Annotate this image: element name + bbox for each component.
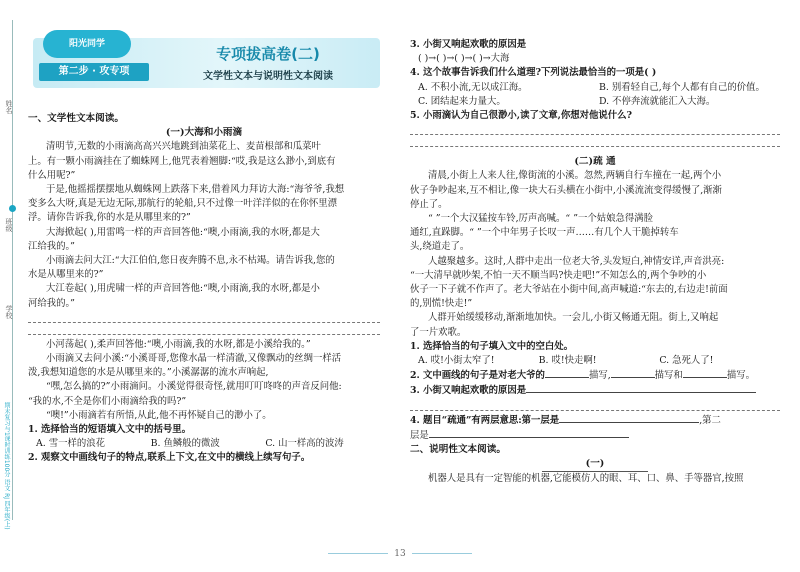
- option-a[interactable]: A. 雪一样的浪花: [36, 438, 105, 450]
- answer-line[interactable]: [28, 323, 380, 335]
- paragraph-line: 什么用呢?”: [28, 169, 76, 181]
- question-2: 2. 观察文中画线句子的特点,联系上下文,在文中的横线上续写句子。: [28, 452, 311, 464]
- right-column: [410, 38, 780, 487]
- question-4-b-text: 4. 题目“疏通”有两层意思:第一层是: [410, 414, 560, 426]
- question-4: 4. 这个故事告诉我们什么道理?下列说法最恰当的一项是( ): [410, 67, 657, 79]
- brand-logo: 阳光同学: [43, 30, 131, 58]
- question-2-b-text: 描写,: [588, 370, 611, 382]
- footer-rule: [328, 553, 388, 554]
- paragraph-line: 大江卷起( ),用虎啸一样的声音回答他:“噢,小雨滴,我的水呀,都是小: [46, 283, 320, 295]
- step-label: 第二步 · 攻专项: [39, 63, 149, 81]
- paragraph-line: 停止了。: [410, 198, 448, 210]
- section-heading-2: 二、说明性文本阅读。: [410, 444, 506, 456]
- answer-line[interactable]: [28, 311, 380, 323]
- answer-blank[interactable]: [559, 413, 699, 423]
- answer-line[interactable]: [410, 135, 780, 147]
- paragraph-line: 变多么大呀,真是无边无际,那航行的轮船,只不过像一叶洋洋似的在你怀里漂: [28, 198, 337, 210]
- paragraph-line: “我的水,不全是你们小雨滴给我的吗?”: [28, 395, 187, 407]
- question-1-b-options: [410, 354, 780, 368]
- paragraph-line: “ ”一个大汉猛按车铃,厉声高喊。“ ”一个姑娘急得满脸: [428, 213, 653, 225]
- question-3-b: [410, 383, 780, 398]
- option-b[interactable]: B. 鱼鳞般的微波: [150, 438, 220, 450]
- question-2-b: [410, 368, 780, 383]
- page-header: [33, 38, 380, 88]
- paragraph-line: 小河荡起( ),柔声回答他:“噢,小雨滴,我的水呀,都是小溪给我的。”: [46, 338, 311, 350]
- paragraph-line: 伙子争吵起来,互不相让,像一块大石头横在小街中,小溪流流变得缓慢了,渐渐: [410, 184, 722, 196]
- paragraph-line: 大海掀起( ),用雷鸣一样的声音回答他:“噢,小雨滴,我的水呀,都是大: [46, 226, 320, 238]
- page-footer: [0, 549, 800, 559]
- question-4-b: [410, 413, 780, 428]
- paragraph-line: “一大清早就吵架,不怕一天不顺当吗?快走吧!”不知怎么的,两个争吵的小: [410, 269, 707, 281]
- page-subtitle: 文学性文本与说明性文本阅读: [203, 71, 333, 82]
- paragraph-line: 水是从哪里来的?”: [28, 269, 104, 281]
- class-field-label: 班级: [5, 218, 13, 232]
- paragraph-line: 江给我的。”: [28, 240, 75, 252]
- answer-line[interactable]: [410, 399, 780, 411]
- paragraph-line: 河给我的。”: [28, 297, 75, 309]
- paragraph-line: 人群开始缓缓移动,渐渐地加快。一会儿,小街又畅通无阻。街上,又响起: [428, 312, 719, 324]
- section-heading: 一、文学性文本阅读。: [28, 113, 124, 124]
- answer-line[interactable]: [410, 123, 780, 135]
- paragraph-line: 清明节,无数的小雨滴高高兴兴地跳到油菜花上、麦苗根部和瓜菜叶: [46, 141, 321, 153]
- name-field-label: 姓名: [5, 100, 13, 114]
- paragraph-line: 浮。请你告诉我,你的水是从哪里来的?”: [28, 212, 191, 224]
- story-title-3-text: (一): [542, 457, 649, 472]
- question-1: 1. 选择恰当的短语填入文中的括号里。: [28, 424, 192, 436]
- question-4-options-row1: [410, 81, 780, 95]
- paragraph-line: 上。有一颗小雨滴挂在了蜘蛛网上,他咒表着翘脚:“哎,我是这么渺小,到底有: [28, 155, 336, 167]
- book-info-vertical: 期末复习与1课时训练100分 语文 RJ 四年级(上): [3, 402, 10, 530]
- paragraph-line: 头,绕道走了。: [410, 241, 470, 253]
- story-title: (一)大海和小雨滴: [165, 127, 243, 139]
- question-3: 3. 小街又响起欢歌的原因是: [410, 39, 527, 50]
- binding-hole: [9, 205, 16, 212]
- paragraph-line: 泼,我想知道您的水是从哪里来的。”小溪潺潺的流水声响起,: [28, 367, 269, 379]
- question-1-b: 1. 选择恰当的句子填入文中的空白处。: [410, 340, 574, 352]
- school-field-label: 学校: [5, 305, 13, 319]
- question-2-b-text: 描写。: [726, 370, 755, 382]
- question-3-b-text: 3. 小街又响起欢歌的原因是: [410, 385, 527, 397]
- paragraph-line: 小雨滴去问大江:“大江伯伯,您日夜奔腾不息,永不枯竭。请告诉我,您的: [46, 255, 335, 267]
- paragraph-line: 于是,他摇摇摆摆地从蜘蛛网上跌落下来,借着风力拜访大海:“海爷爷,我想: [46, 184, 345, 196]
- option-b[interactable]: B. 别看轻自己,每个人都有自己的价值。: [599, 81, 765, 93]
- question-4-options-row2: [410, 95, 780, 109]
- paragraph-line: 的,别慌!快走!”: [410, 298, 473, 310]
- paragraph-line: 人越聚越多。这时,人群中走出一位老大爷,头发短白,神情安详,声音洪亮:: [428, 255, 725, 267]
- paragraph-line: 伙子一下子就不作声了。老大爷站在小街中间,高声喊道:“东去的,右边走!前面: [410, 284, 728, 296]
- paragraph-line: 小雨滴又去问小溪:“小溪哥哥,您像水晶一样清澈,又像飘动的丝绸一样活: [46, 353, 342, 365]
- binding-sidebar: [0, 0, 22, 572]
- option-c[interactable]: C. 团结起来力量大。: [418, 95, 506, 107]
- option-d[interactable]: D. 不停奔流就能汇入大海。: [599, 95, 716, 107]
- answer-blank[interactable]: [611, 368, 655, 378]
- answer-blank[interactable]: [545, 368, 589, 378]
- question-1-options: [28, 437, 380, 451]
- story-title-3: [410, 457, 780, 472]
- answer-blank[interactable]: [683, 368, 727, 378]
- paragraph-line: 了一片欢歌。: [410, 326, 467, 338]
- paragraph-line: “噢!”小雨滴若有所悟,从此,他不再怀疑自己的渺小了。: [46, 409, 272, 421]
- option-c[interactable]: C. 山一样高的波涛: [265, 438, 344, 450]
- question-4-b-text: ,第二: [699, 414, 721, 426]
- answer-blank[interactable]: [429, 428, 629, 438]
- option-a[interactable]: A. 哎!小街太窄了!: [418, 355, 495, 367]
- question-4-b-line2: [410, 428, 780, 443]
- paragraph-line: 机器人是具有一定智能的机器,它能模仿人的眼、耳、口、鼻、手等器官,按照: [428, 473, 744, 485]
- paragraph-line: “嘿,怎么搞的?”小雨滴问。小溪觉得很奇怪,就用叮叮咚咚的声音反问他:: [46, 381, 342, 393]
- left-column: [28, 112, 380, 466]
- option-b[interactable]: B. 哎!快走啊!: [538, 355, 597, 367]
- paragraph-line: 通红,直跺脚。“ ”一个中年男子长叹一声……有几个人干脆掉转车: [410, 227, 679, 239]
- option-a[interactable]: A. 不积小流,无以成江海。: [418, 81, 528, 93]
- story-title-2: (二)疏 通: [574, 156, 616, 168]
- page-title: 专项拔高卷(二): [216, 45, 320, 63]
- sidebar-line: [12, 20, 13, 520]
- option-c[interactable]: C. 急死人了!: [659, 355, 714, 367]
- footer-rule: [412, 553, 472, 554]
- paragraph-line: 清晨,小街上人来人往,像街流的小溪。忽然,两辆自行车撞在一起,两个小: [428, 170, 722, 182]
- question-4-b-text: 层是: [410, 429, 429, 441]
- question-5: 5. 小雨滴认为自己很渺小,读了文章,你想对他说什么?: [410, 110, 632, 122]
- question-2-b-text: 描写和: [654, 370, 683, 382]
- question-3-chain[interactable]: ( )→( )→( )→( )→大海: [418, 53, 510, 65]
- question-2-b-text: 2. 文中画线的句子是对老大爷的: [410, 370, 545, 382]
- page-number: 13: [394, 549, 406, 559]
- answer-blank[interactable]: [526, 383, 756, 393]
